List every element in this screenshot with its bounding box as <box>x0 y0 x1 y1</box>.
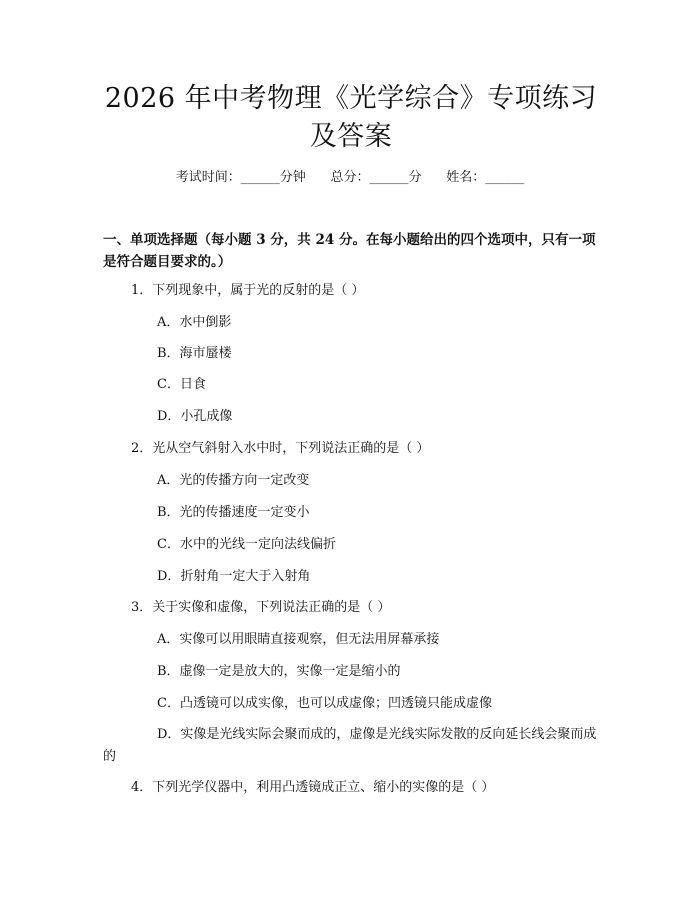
question-1-option-d: D．小孔成像 <box>157 409 233 424</box>
question-1-option-a: A．水中倒影 <box>157 315 232 330</box>
question-2-stem: 2．光从空气斜射入水中时，下列说法正确的是（ ） <box>131 441 430 456</box>
question-3-option-a: A．实像可以用眼睛直接观察，但无法用屏幕承接 <box>157 632 440 647</box>
question-1-stem: 1．下列现象中，属于光的反射的是（ ） <box>131 283 365 298</box>
question-2-option-d: D．折射角一定大于入射角 <box>157 569 311 584</box>
question-2-option-a: A．光的传播方向一定改变 <box>157 473 310 488</box>
section-heading-single-choice: 一、单项选择题（每小题 3 分，共 24 分。在每小题给出的四个选项中，只有一项是符合题目要求的。） <box>103 232 596 270</box>
question-3-stem: 3．关于实像和虚像，下列说法正确的是（ ） <box>131 600 391 615</box>
question-1-option-c: C．日食 <box>157 377 206 392</box>
question-3-option-c: C．凸透镜可以成实像，也可以成虚像；凹透镜只能成虚像 <box>157 696 492 711</box>
question-2-option-c: C．水中的光线一定向法线偏折 <box>157 537 336 552</box>
question-1-option-b: B．海市蜃楼 <box>157 346 232 361</box>
question-4-stem: 4．下列光学仪器中，利用凸透镜成正立、缩小的实像的是（ ） <box>131 780 495 795</box>
document-title: 2026 年中考物理《光学综合》专项练习及答案 <box>104 83 598 152</box>
exam-info-line: 考试时间：______分钟 总分：______分 姓名：______ <box>175 170 525 185</box>
question-3-option-d: D．实像是光线实际会聚而成的，虚像是光线实际发散的反向延长线会聚而成的 <box>103 727 597 764</box>
question-3-option-b: B．虚像一定是放大的，实像一定是缩小的 <box>157 664 401 679</box>
question-2-option-b: B．光的传播速度一定变小 <box>157 505 310 520</box>
